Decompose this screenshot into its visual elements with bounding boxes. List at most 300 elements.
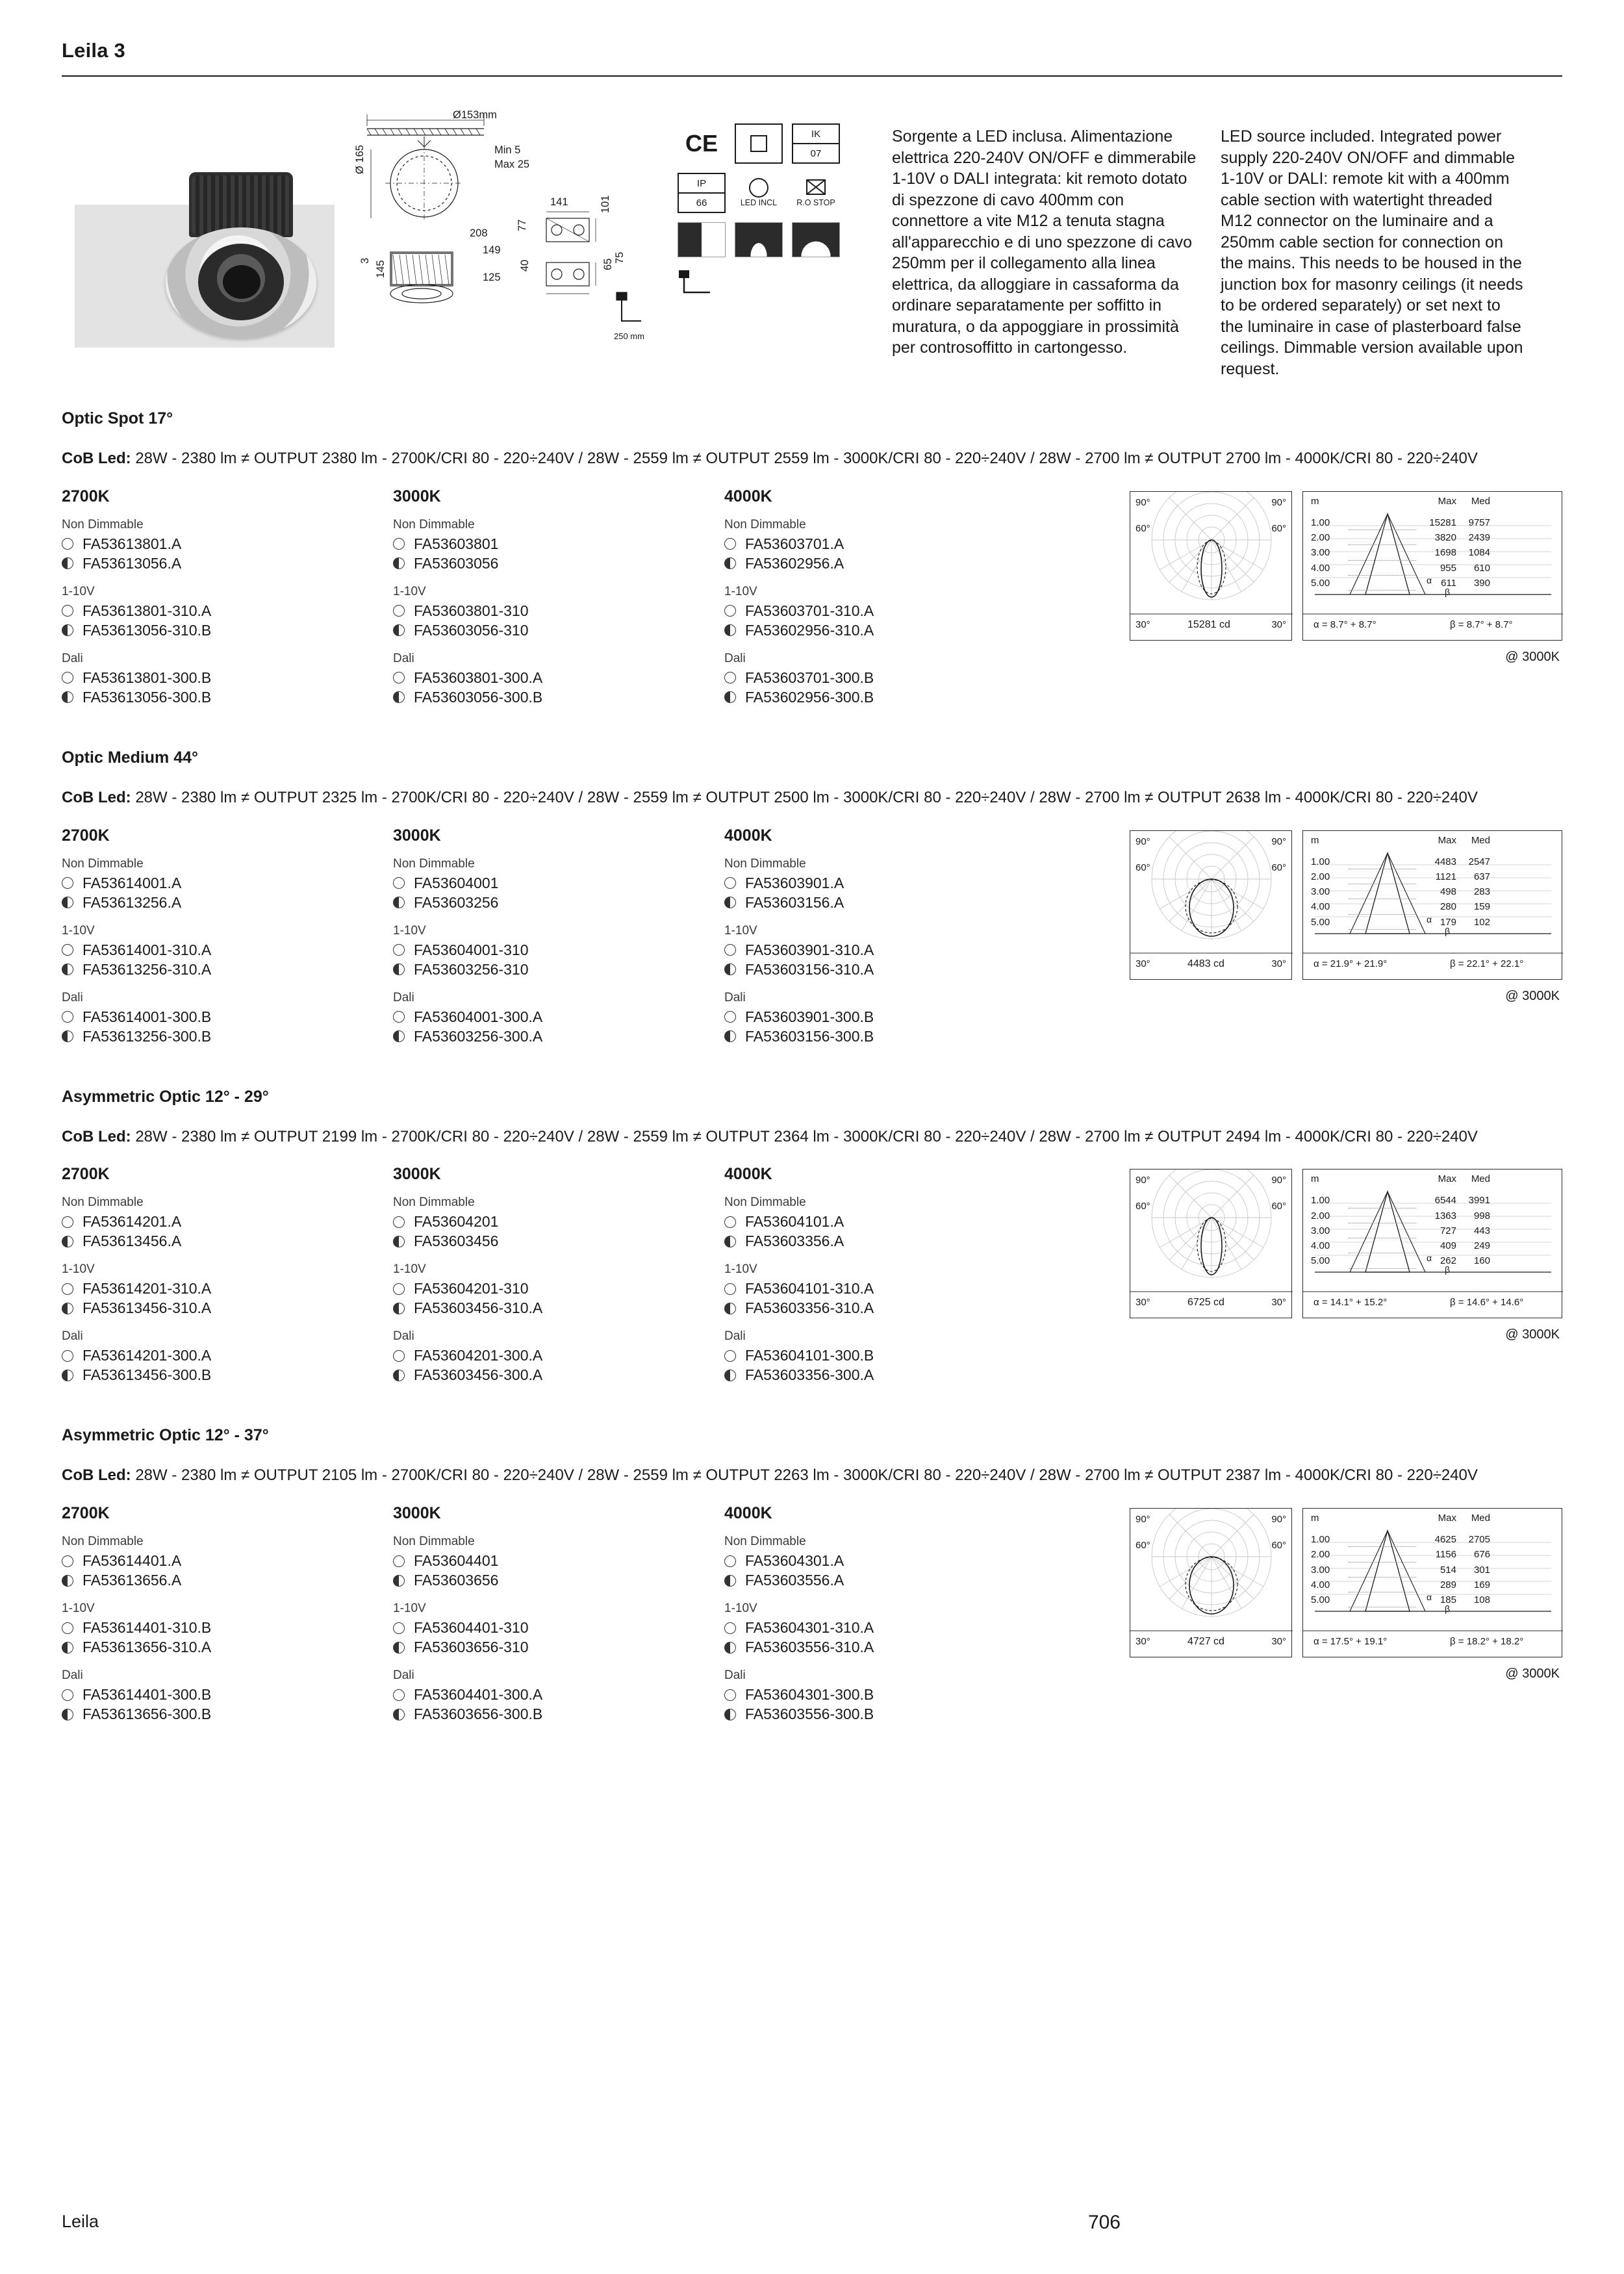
- product-code-row[interactable]: [393, 962, 724, 977]
- finish-dot-icon: [62, 1236, 73, 1247]
- cone-beta-mark: β: [1445, 586, 1451, 597]
- product-code-row[interactable]: [724, 556, 1056, 571]
- cct-title: 3000K: [393, 826, 441, 845]
- product-code-row[interactable]: [724, 623, 1056, 638]
- ik-label: IK: [793, 125, 839, 144]
- finish-dot-icon: [393, 691, 405, 703]
- product-code: FA53602956-300.B: [745, 688, 874, 706]
- product-code-row[interactable]: [62, 1029, 393, 1044]
- cct-column: [393, 1504, 724, 1735]
- product-code: FA53603656-310: [414, 1639, 529, 1656]
- product-code-row[interactable]: [393, 895, 724, 910]
- polar-deg30-right: 30°: [1271, 1636, 1286, 1648]
- product-code-row[interactable]: [62, 1348, 393, 1363]
- section-title: Optic Medium 44°: [62, 748, 199, 767]
- polar-deg90-right: 90°: [1271, 496, 1286, 508]
- product-code: FA53603701.A: [745, 535, 844, 552]
- dimming-group-label: Dali: [724, 651, 746, 665]
- product-code-row[interactable]: [724, 690, 1056, 705]
- dimming-group-label: Dali: [393, 990, 414, 1004]
- product-code-row[interactable]: [62, 1707, 393, 1722]
- photometry-block: [1056, 487, 1562, 719]
- cone-med: 998: [1473, 1210, 1490, 1221]
- dimming-group-label: 1-10V: [62, 584, 95, 598]
- ce-label: CE: [685, 130, 718, 157]
- dimming-group-label: 1-10V: [724, 584, 757, 598]
- finish-dot-icon: [393, 1236, 405, 1247]
- photometry-cct-note: @ 3000K: [1505, 649, 1560, 664]
- product-code-row[interactable]: [724, 1348, 1056, 1363]
- cct-column: [393, 826, 724, 1058]
- class-ii-icon: [735, 123, 783, 164]
- cone-distance: 4.00: [1311, 901, 1330, 913]
- cone-alpha-mark: α: [1427, 1253, 1432, 1264]
- product-code: FA53604001-300.A: [414, 1008, 543, 1025]
- finish-dot-icon: [62, 1575, 73, 1587]
- product-code: FA53613456-300.B: [82, 1366, 212, 1384]
- product-code-row[interactable]: [62, 556, 393, 571]
- product-code-row[interactable]: [724, 962, 1056, 977]
- polar-deg60-right: 60°: [1271, 1201, 1286, 1212]
- product-code: FA53613456-310.A: [82, 1299, 212, 1317]
- finish-dot-icon: [724, 944, 736, 956]
- dimming-group-label: 1-10V: [62, 1262, 95, 1277]
- product-code-row[interactable]: [62, 604, 393, 619]
- product-code: FA53603656: [414, 1572, 499, 1589]
- product-code: FA53613256.A: [82, 893, 182, 911]
- cone-max: 3820: [1434, 532, 1456, 544]
- polar-deg90-left: 90°: [1136, 496, 1150, 508]
- product-code-row[interactable]: [724, 1281, 1056, 1296]
- cone-distance: 1.00: [1311, 1195, 1330, 1207]
- product-code-row[interactable]: [724, 1234, 1056, 1249]
- product-code: FA53603801-300.A: [414, 669, 543, 686]
- cone-distance: 3.00: [1311, 547, 1330, 559]
- product-code: FA53614001.A: [82, 874, 182, 891]
- cct-column: [724, 826, 1056, 1058]
- cone-alpha-angle: α = 8.7° + 8.7°: [1313, 619, 1377, 630]
- product-code-row[interactable]: [62, 1234, 393, 1249]
- cob-led-values: 28W - 2380 lm ≠ OUTPUT 2325 lm - 2700K/CRI 80 - 220÷240V / 28W - 2559 lm ≠ OUTPUT 2500 lm - 3000K/CRI 80 - 220÷240V / 28W - 2700 lm ≠ OUTPUT 2638 lm - 4000K/CRI 80 - 220÷240V: [131, 788, 1478, 806]
- product-code-row[interactable]: [724, 895, 1056, 910]
- cone-max: 1121: [1435, 871, 1456, 882]
- cone-diagram: [1302, 1508, 1562, 1657]
- product-code-row[interactable]: [62, 1010, 393, 1025]
- product-code: FA53602956-310.A: [745, 621, 874, 639]
- polar-deg90-left: 90°: [1136, 1514, 1150, 1526]
- cone-distance: 4.00: [1311, 1579, 1330, 1591]
- product-code: FA53603256-310: [414, 960, 529, 978]
- product-code: FA53603701-300.B: [745, 669, 874, 686]
- cone-alpha-angle: α = 17.5° + 19.1°: [1313, 1636, 1388, 1648]
- optic-section: [62, 1088, 1562, 1397]
- product-code: FA53613656-300.B: [82, 1706, 212, 1723]
- cone-max: 185: [1440, 1594, 1456, 1606]
- product-code: FA53603056-300.B: [414, 688, 543, 706]
- finish-dot-icon: [393, 605, 405, 617]
- cob-led-prefix: CoB Led:: [62, 450, 131, 467]
- product-code-row[interactable]: [393, 690, 724, 705]
- cone-beta-angle: β = 22.1° + 22.1°: [1450, 958, 1524, 969]
- product-code-row[interactable]: [393, 537, 724, 552]
- cone-max: 955: [1440, 562, 1456, 574]
- product-code-row[interactable]: [62, 1640, 393, 1655]
- cct-column: [62, 487, 393, 719]
- product-code-row[interactable]: [393, 1301, 724, 1316]
- product-code-row[interactable]: [62, 1620, 393, 1635]
- cone-alpha-mark: α: [1427, 913, 1432, 925]
- cone-distance: 4.00: [1311, 1240, 1330, 1252]
- product-code-row[interactable]: [393, 1234, 724, 1249]
- finish-dot-icon: [62, 624, 73, 636]
- product-code: FA53604301-310.A: [745, 1619, 874, 1637]
- product-code: FA53602956.A: [745, 554, 844, 572]
- description-block: [892, 104, 1562, 379]
- product-code: FA53613801-310.A: [82, 602, 212, 619]
- product-code: FA53603156.A: [745, 893, 844, 911]
- cone-col-med: Med: [1471, 1513, 1490, 1524]
- product-code-row[interactable]: [62, 1301, 393, 1316]
- product-code-row[interactable]: [62, 895, 393, 910]
- product-code-row[interactable]: [62, 1368, 393, 1383]
- cone-col-max: Max: [1438, 834, 1456, 846]
- ik-value: 07: [810, 147, 822, 159]
- product-code: FA53603556-300.B: [745, 1706, 874, 1723]
- product-code-row[interactable]: [393, 604, 724, 619]
- finish-dot-icon: [724, 1575, 736, 1587]
- section-title: Asymmetric Optic 12° - 29°: [62, 1087, 269, 1106]
- dimming-group-label: Non Dimmable: [62, 1535, 144, 1549]
- dim-65: 65: [602, 258, 614, 270]
- product-code: FA53613656.A: [82, 1572, 182, 1589]
- finish-dot-icon: [62, 944, 73, 956]
- product-overview: [62, 104, 1562, 379]
- impact-rating-icon: [792, 123, 840, 164]
- product-code-row[interactable]: [393, 1640, 724, 1655]
- finish-dot-icon: [62, 1709, 73, 1720]
- cone-max: 611: [1441, 577, 1456, 589]
- dimming-group-label: Dali: [724, 1668, 746, 1683]
- cone-distance: 1.00: [1311, 1534, 1330, 1546]
- cone-alpha-mark: α: [1427, 1592, 1432, 1603]
- dim-125: 125: [483, 272, 501, 283]
- cone-max: 6544: [1434, 1195, 1456, 1207]
- cone-med: 159: [1473, 901, 1490, 913]
- cone-distance: 2.00: [1311, 532, 1330, 544]
- dim-diameter: Ø153mm: [453, 109, 497, 121]
- cone-med: 283: [1473, 886, 1490, 898]
- finish-dot-icon: [724, 691, 736, 703]
- finish-dot-icon: [62, 691, 73, 703]
- cone-beta-angle: β = 8.7° + 8.7°: [1450, 619, 1513, 630]
- cone-med: 637: [1473, 871, 1490, 882]
- dim-101: 101: [600, 195, 611, 213]
- product-code-row[interactable]: [393, 1368, 724, 1383]
- cct-title: 3000K: [393, 487, 441, 505]
- product-code-row[interactable]: [724, 537, 1056, 552]
- dimming-group-label: 1-10V: [62, 1602, 95, 1616]
- polar-deg90-left: 90°: [1136, 1175, 1150, 1186]
- finish-dot-icon: [724, 1303, 736, 1314]
- product-code: FA53603456: [414, 1233, 499, 1250]
- product-code-row[interactable]: [724, 1029, 1056, 1044]
- polar-diagram: [1130, 1508, 1292, 1657]
- cct-column: [724, 1504, 1056, 1735]
- product-code-row[interactable]: [62, 1281, 393, 1296]
- cone-distance: 3.00: [1311, 1564, 1330, 1576]
- product-code: FA53604201-310: [414, 1280, 529, 1297]
- product-code-row[interactable]: [62, 962, 393, 977]
- cone-col-max: Max: [1438, 1173, 1456, 1185]
- polar-intensity-value: 15281 cd: [1187, 619, 1230, 630]
- product-code-row[interactable]: [62, 1214, 393, 1229]
- cone-med: 102: [1473, 916, 1490, 928]
- photometry-block: [1056, 1165, 1562, 1396]
- dimming-group-label: 1-10V: [62, 923, 95, 938]
- product-code-row[interactable]: [724, 1553, 1056, 1568]
- product-code: FA53604401: [414, 1552, 499, 1570]
- finish-dot-icon: [393, 944, 405, 956]
- finish-dot-icon: [724, 1030, 736, 1042]
- product-code-row[interactable]: [724, 1707, 1056, 1722]
- product-code-row[interactable]: [62, 1687, 393, 1702]
- product-code: FA53614401-300.B: [82, 1686, 212, 1704]
- dim-77: 77: [516, 219, 528, 231]
- cone-med: 2547: [1468, 856, 1490, 867]
- dimming-group-label: Non Dimmable: [393, 1535, 475, 1549]
- product-code-row[interactable]: [724, 1010, 1056, 1025]
- product-code-row[interactable]: [724, 943, 1056, 958]
- product-code-row[interactable]: [724, 1640, 1056, 1655]
- finish-dot-icon: [393, 1350, 405, 1362]
- finish-dot-icon: [62, 1689, 73, 1701]
- product-code: FA53614201-300.A: [82, 1347, 212, 1364]
- product-code-row[interactable]: [62, 943, 393, 958]
- cone-med: 676: [1473, 1549, 1490, 1561]
- product-code-row[interactable]: [393, 1687, 724, 1702]
- product-code-row[interactable]: [724, 1573, 1056, 1588]
- product-code-row[interactable]: [393, 1214, 724, 1229]
- product-code-row[interactable]: [62, 1553, 393, 1568]
- product-code-row[interactable]: [393, 671, 724, 685]
- product-code-row[interactable]: [724, 1620, 1056, 1635]
- cone-max: 262: [1440, 1255, 1456, 1267]
- cone-distance: 5.00: [1311, 916, 1330, 928]
- cone-med: 3991: [1468, 1195, 1490, 1207]
- product-code-row[interactable]: [724, 1687, 1056, 1702]
- finish-dot-icon: [724, 1709, 736, 1720]
- cone-max: 179: [1440, 916, 1456, 928]
- product-code-row[interactable]: [393, 1010, 724, 1025]
- dimming-group-label: Dali: [62, 1329, 83, 1344]
- cone-max: 289: [1440, 1579, 1456, 1591]
- product-code-row[interactable]: [62, 1573, 393, 1588]
- dimming-group-label: 1-10V: [393, 1262, 426, 1277]
- dimming-group-label: Non Dimmable: [724, 517, 806, 531]
- cone-med: 249: [1473, 1240, 1490, 1252]
- ro-stop-label: R.O STOP: [796, 198, 835, 208]
- polar-diagram: [1130, 1169, 1292, 1318]
- polar-deg60-left: 60°: [1136, 1540, 1150, 1552]
- product-code-row[interactable]: [393, 1620, 724, 1635]
- finish-dot-icon: [724, 1370, 736, 1381]
- cone-max: 4625: [1434, 1534, 1456, 1546]
- dim-145: 145: [375, 260, 387, 278]
- product-code: FA53614001-310.A: [82, 941, 212, 958]
- product-code: FA53613056.A: [82, 554, 182, 572]
- cob-led-values: 28W - 2380 lm ≠ OUTPUT 2380 lm - 2700K/CRI 80 - 220÷240V / 28W - 2559 lm ≠ OUTPUT 2559 lm - 3000K/CRI 80 - 220÷240V / 28W - 2700 lm ≠ OUTPUT 2700 lm - 4000K/CRI 80 - 220÷240V: [131, 450, 1478, 467]
- product-code-row[interactable]: [724, 1214, 1056, 1229]
- finish-dot-icon: [724, 605, 736, 617]
- product-code-row[interactable]: [62, 876, 393, 891]
- product-code: FA53603356-310.A: [745, 1299, 874, 1317]
- finish-dot-icon: [62, 538, 73, 550]
- product-code-row[interactable]: [62, 671, 393, 685]
- polar-deg60-right: 60°: [1271, 1540, 1286, 1552]
- dimming-group-label: 1-10V: [724, 1602, 757, 1616]
- finish-dot-icon: [62, 1283, 73, 1295]
- cone-alpha-mark: α: [1427, 574, 1432, 585]
- finish-dot-icon: [393, 1689, 405, 1701]
- polar-deg60-left: 60°: [1136, 862, 1150, 873]
- finish-dot-icon: [62, 877, 73, 889]
- dimming-group-label: 1-10V: [393, 1602, 426, 1616]
- product-code-row[interactable]: [393, 1573, 724, 1588]
- product-code: FA53603901-300.B: [745, 1008, 874, 1025]
- product-code: FA53613456.A: [82, 1233, 182, 1250]
- cone-distance: 5.00: [1311, 577, 1330, 589]
- cone-med: 108: [1473, 1594, 1490, 1606]
- cct-column: [724, 487, 1056, 719]
- dimming-group-label: Dali: [62, 990, 83, 1004]
- finish-dot-icon: [724, 877, 736, 889]
- product-code-row[interactable]: [393, 1029, 724, 1044]
- product-code-row[interactable]: [62, 690, 393, 705]
- ip-rating-icon: [678, 173, 726, 213]
- polar-diagram: [1130, 491, 1292, 641]
- cone-med: 9757: [1468, 517, 1490, 528]
- ip-label: IP: [679, 174, 724, 194]
- ro-stop-icon: [792, 173, 840, 213]
- finish-dot-icon: [62, 1370, 73, 1381]
- cct-title: 4000K: [724, 487, 772, 505]
- finish-dot-icon: [724, 538, 736, 550]
- product-code-row[interactable]: [724, 1368, 1056, 1383]
- cone-max: 498: [1440, 886, 1456, 898]
- cct-title: 2700K: [62, 826, 110, 845]
- cone-col-max: Max: [1438, 1513, 1456, 1524]
- product-code-row[interactable]: [393, 1348, 724, 1363]
- product-code: FA53613656-310.A: [82, 1639, 212, 1656]
- dim-40: 40: [519, 259, 531, 272]
- cct-title: 4000K: [724, 1165, 772, 1184]
- product-code: FA53613056-310.B: [82, 621, 212, 639]
- polar-deg30-left: 30°: [1136, 619, 1150, 630]
- product-code: FA53603356.A: [745, 1233, 844, 1250]
- cone-max: 514: [1440, 1564, 1456, 1576]
- finish-dot-icon: [62, 1622, 73, 1634]
- product-code-row[interactable]: [393, 623, 724, 638]
- cone-max: 280: [1440, 901, 1456, 913]
- polar-deg90-right: 90°: [1271, 836, 1286, 847]
- cone-distance: 1.00: [1311, 517, 1330, 528]
- dimming-group-label: Dali: [62, 651, 83, 665]
- finish-dot-icon: [393, 1011, 405, 1023]
- cone-beta-mark: β: [1445, 1264, 1451, 1275]
- cone-max: 727: [1440, 1225, 1456, 1236]
- cone-distance: 1.00: [1311, 856, 1330, 867]
- cct-title: 4000K: [724, 826, 772, 845]
- product-code-row[interactable]: [393, 556, 724, 571]
- polar-deg90-left: 90°: [1136, 836, 1150, 847]
- polar-intensity-value: 4483 cd: [1187, 958, 1224, 969]
- cone-beta-mark: β: [1445, 925, 1451, 936]
- finish-dot-icon: [724, 964, 736, 975]
- product-code-row[interactable]: [724, 604, 1056, 619]
- finish-dot-icon: [393, 964, 405, 975]
- finish-dot-icon: [393, 557, 405, 569]
- dimming-group-label: Non Dimmable: [62, 517, 144, 531]
- product-code-row[interactable]: [393, 1281, 724, 1296]
- product-code-row[interactable]: [393, 943, 724, 958]
- product-code-row[interactable]: [62, 623, 393, 638]
- cone-distance: 5.00: [1311, 1255, 1330, 1267]
- product-code: FA53604001-310: [414, 941, 529, 958]
- cob-led-spec: [62, 448, 1549, 470]
- led-included-icon: [735, 173, 783, 213]
- product-code: FA53603156-310.A: [745, 960, 874, 978]
- dimming-group-label: Non Dimmable: [393, 517, 475, 531]
- polar-deg60-right: 60°: [1271, 522, 1286, 534]
- finish-dot-icon: [393, 1575, 405, 1587]
- product-code-row[interactable]: [62, 537, 393, 552]
- dimming-group-label: Non Dimmable: [62, 856, 144, 871]
- polar-deg30-left: 30°: [1136, 958, 1150, 969]
- technical-drawings: [354, 104, 666, 377]
- section-title: Asymmetric Optic 12° - 37°: [62, 1426, 269, 1445]
- product-code-row[interactable]: [724, 671, 1056, 685]
- finish-dot-icon: [724, 1283, 736, 1295]
- photometry-cct-note: @ 3000K: [1505, 988, 1560, 1003]
- cone-col-med: Med: [1471, 834, 1490, 846]
- polar-deg30-left: 30°: [1136, 1636, 1150, 1648]
- cable-glyph: [678, 266, 726, 301]
- product-code: FA53603801-310: [414, 602, 529, 619]
- optic-sections: [62, 409, 1562, 1735]
- product-code-row[interactable]: [724, 876, 1056, 891]
- page-footer: [62, 2212, 1562, 2234]
- product-code-row[interactable]: [393, 1553, 724, 1568]
- finish-dot-icon: [393, 1216, 405, 1228]
- finish-dot-icon: [393, 1709, 405, 1720]
- finish-dot-icon: [62, 672, 73, 683]
- cone-distance: 5.00: [1311, 1594, 1330, 1606]
- cone-col-m: m: [1311, 1173, 1319, 1185]
- section-title: Optic Spot 17°: [62, 409, 173, 428]
- product-code-row[interactable]: [393, 876, 724, 891]
- optic-section: [62, 1426, 1562, 1735]
- finish-dot-icon: [724, 1622, 736, 1634]
- cone-med: 1084: [1468, 547, 1490, 559]
- cct-title: 2700K: [62, 1504, 110, 1523]
- product-code-row[interactable]: [393, 1707, 724, 1722]
- polar-deg90-right: 90°: [1271, 1175, 1286, 1186]
- cone-max: 4483: [1434, 856, 1456, 867]
- product-code-row[interactable]: [724, 1301, 1056, 1316]
- dimming-group-label: Non Dimmable: [393, 1195, 475, 1210]
- product-code: FA53604401-310: [414, 1619, 529, 1637]
- cct-column: [724, 1165, 1056, 1396]
